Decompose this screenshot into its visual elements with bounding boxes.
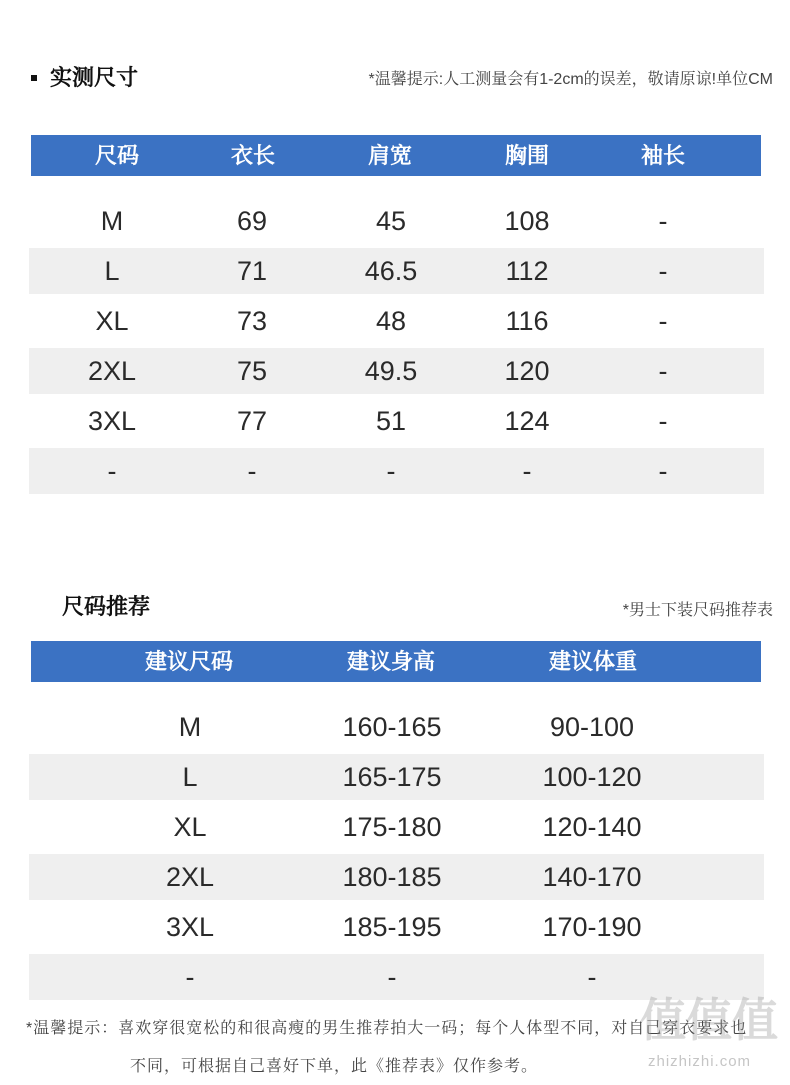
chest-cell: 108 (504, 206, 550, 236)
header-chest: 胸围 (504, 143, 549, 168)
size-cell: XL (95, 306, 129, 336)
weight-cell: 140-170 (542, 862, 642, 892)
header-suggested-height: 建议身高 (346, 649, 435, 674)
table-row (29, 198, 764, 244)
recommend-note: *男士下装尺码推荐表 (622, 602, 773, 619)
table-header (31, 641, 761, 682)
table-row (29, 298, 764, 344)
shoulder-cell: 49.5 (364, 356, 418, 386)
shoulder-cell: - (386, 456, 396, 486)
chest-cell: 124 (504, 406, 550, 436)
measured-note: *温馨提示:人工测量会有1-2cm的误差，敬请原谅!单位CM (368, 71, 773, 88)
height-cell: 180-185 (342, 862, 442, 892)
shoulder-cell: 45 (375, 206, 407, 236)
size-cell: XL (173, 812, 207, 842)
header-suggested-size: 建议尺码 (144, 649, 233, 674)
weight-cell: 120-140 (542, 812, 642, 842)
sleeve-cell: - (658, 306, 668, 336)
sleeve-cell: - (658, 456, 668, 486)
header-size: 尺码 (94, 143, 139, 168)
height-cell: 185-195 (342, 912, 442, 942)
table-row (29, 854, 764, 900)
chest-cell: 112 (505, 256, 549, 286)
size-cell: M (100, 206, 124, 236)
weight-cell: - (587, 962, 597, 992)
header-shoulder: 肩宽 (367, 143, 412, 168)
length-cell: 77 (236, 406, 268, 436)
length-cell: 71 (236, 256, 268, 286)
weight-cell: 90-100 (549, 712, 635, 742)
size-cell: L (182, 762, 198, 792)
table-header (31, 135, 761, 176)
length-cell: 69 (236, 206, 268, 236)
sleeve-cell: - (658, 256, 668, 286)
table-row (29, 398, 764, 444)
height-cell: 175-180 (342, 812, 442, 842)
sleeve-cell: - (658, 206, 668, 236)
shoulder-cell: 51 (375, 406, 407, 436)
size-cell: 3XL (165, 912, 215, 942)
height-cell: 160-165 (342, 712, 442, 742)
size-cell: 2XL (165, 862, 215, 892)
header-suggested-weight: 建议体重 (548, 649, 637, 674)
table-row (29, 348, 764, 394)
watermark-site: zhizhizhi.com (648, 1053, 752, 1070)
shoulder-cell: 48 (375, 306, 407, 336)
table-row (29, 704, 764, 750)
header-length: 衣长 (230, 143, 275, 168)
footer-note-line1: *温馨提示：喜欢穿很宽松的和很高瘦的男生推荐拍大一码；每个人体型不同，对自己穿衣要求也 (26, 1020, 748, 1037)
sleeve-cell: - (658, 356, 668, 386)
recommend-title: 尺码推荐 (62, 594, 151, 619)
length-cell: - (247, 456, 257, 486)
section-bullet (31, 75, 37, 81)
size-cell: M (178, 712, 202, 742)
header-sleeve: 袖长 (640, 143, 685, 168)
size-cell: - (107, 456, 117, 486)
measured-title: 实测尺寸 (50, 65, 139, 90)
shoulder-cell: 46.5 (364, 256, 418, 286)
length-cell: 73 (236, 306, 268, 336)
table-row (29, 754, 764, 800)
chest-cell: - (522, 456, 532, 486)
size-cell: L (104, 256, 120, 286)
length-cell: 75 (236, 356, 268, 386)
weight-cell: 170-190 (542, 912, 642, 942)
weight-cell: 100-120 (542, 762, 642, 792)
watermark-logo: 值值值 (640, 994, 778, 1046)
table-row (29, 448, 764, 494)
chest-cell: 116 (505, 306, 549, 336)
height-cell: - (387, 962, 397, 992)
size-cell: 2XL (87, 356, 137, 386)
chest-cell: 120 (504, 356, 550, 386)
height-cell: 165-175 (342, 762, 442, 792)
table-row (29, 248, 764, 294)
footer-note-line2: 不同，可根据自己喜好下单，此《推荐表》仅作参考。 (130, 1058, 539, 1075)
table-row (29, 804, 764, 850)
size-cell: - (185, 962, 195, 992)
size-cell: 3XL (87, 406, 137, 436)
sleeve-cell: - (658, 406, 668, 436)
table-row (29, 904, 764, 950)
